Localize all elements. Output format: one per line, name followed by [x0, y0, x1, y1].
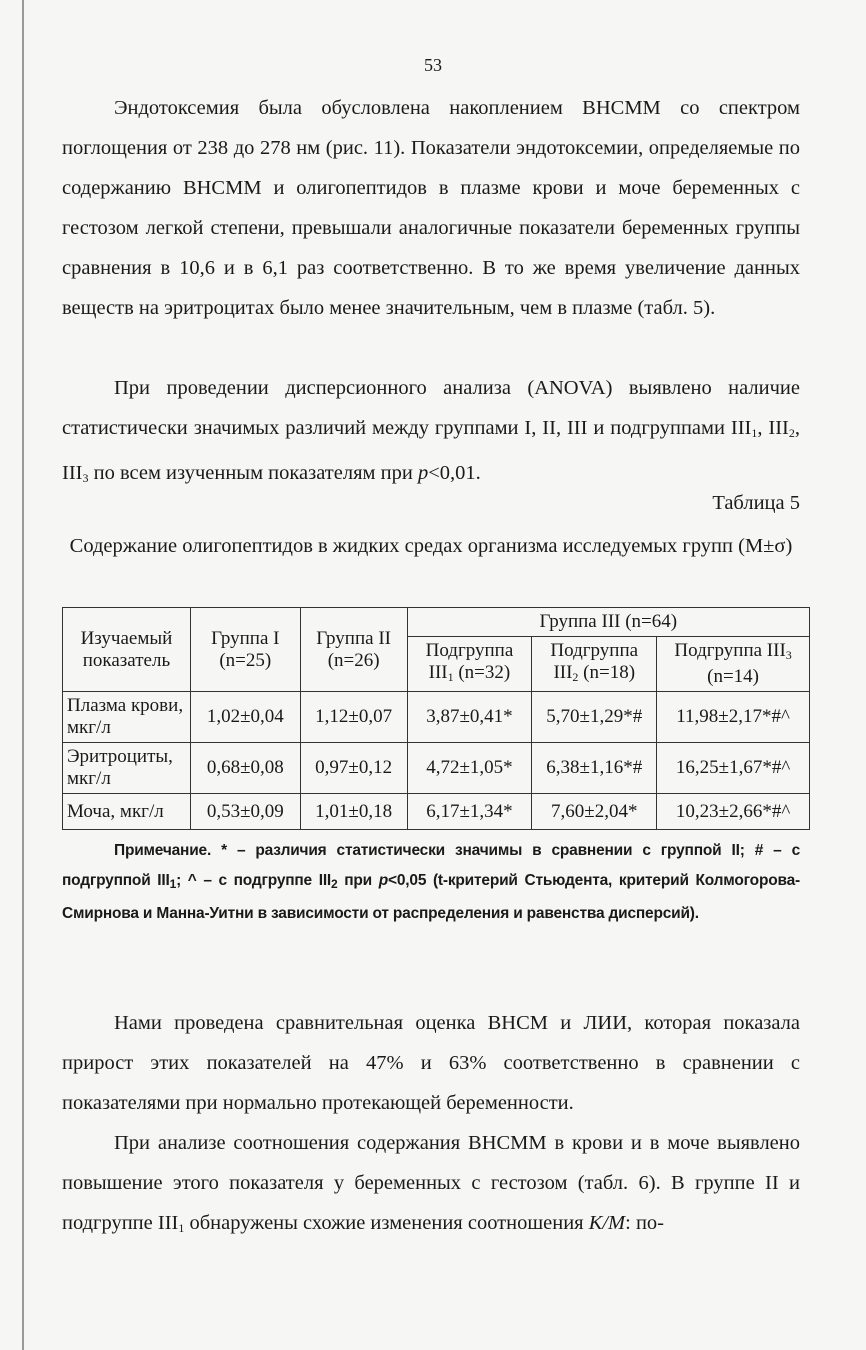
table-note: [62, 836, 800, 929]
row-label: Плазма крови, мкг/л: [63, 692, 191, 743]
subgroup1-n: (n=32): [453, 662, 511, 683]
anova-sep1: , III: [757, 417, 789, 439]
table-label: Таблица 5: [712, 492, 800, 514]
page-number: 53: [424, 55, 442, 75]
paragraph-comparison: Нами проведена сравнительная оценка ВНСМ и ЛИИ, которая показала прирост этих показателей на 47% и 63% соответственно в сравнении с показателями при нормально протекающей беременности.: [62, 1012, 800, 1114]
ratio-km-italic: К/М: [588, 1212, 626, 1234]
ratio-text-part1: При анализе соотношения содержания ВНСММ в крови и в моче выявлено повышение этого показателя у беременных с гестозом (табл. 6). В группе II и подгруппе III: [62, 1132, 800, 1234]
note-p-italic: p: [378, 872, 389, 889]
table-cell: 1,12±0,07: [300, 692, 407, 743]
anova-sep2: , III: [62, 417, 801, 484]
table-cell: 0,97±0,12: [300, 743, 407, 794]
table-cell: 11,98±2,17*#^: [657, 692, 810, 743]
header-group2: Группа II (n=26): [300, 608, 407, 692]
table-title: Содержание олигопептидов в жидких средах организма исследуемых групп (M±σ): [69, 535, 793, 557]
anova-text-part1: При проведении дисперсионного анализа (ANOVA) выявлено наличие статистически значимых различий между группами I, II, III и подгруппами III: [62, 377, 800, 439]
anova-sub1: 1: [751, 426, 758, 440]
table-row: [63, 794, 810, 830]
header-subgroup3: [657, 637, 810, 692]
anova-sub3: 3: [82, 471, 89, 485]
subgroup1-index: 1: [447, 670, 454, 684]
table-cell: 6,17±1,34*: [407, 794, 532, 830]
oligopeptide-table: [62, 607, 810, 830]
row-label: Моча, мкг/л: [63, 794, 191, 830]
note-sub2: 2: [331, 877, 338, 891]
table-cell: 16,25±1,67*#^: [657, 743, 810, 794]
paragraph-anova: [62, 368, 800, 498]
header-group1: Группа I (n=25): [190, 608, 300, 692]
subgroup2-n: (n=18): [578, 662, 636, 683]
anova-p-italic: p: [417, 462, 429, 484]
subgroup1-prefix: Подгруппа III: [425, 640, 514, 683]
header-subgroup1: [407, 637, 532, 692]
header-subgroup2: [532, 637, 657, 692]
subgroup3-n: (n=14): [707, 666, 760, 687]
table-row: [63, 743, 810, 794]
note-part2: ; ^ – с подгруппе III: [176, 872, 332, 889]
anova-sub2: 2: [788, 426, 795, 440]
row-label: Эритроциты, мкг/л: [63, 743, 191, 794]
note-part1: Примечание. * – различия статистически значимы в сравнении с группой II; # – с подгруппой III: [62, 842, 800, 889]
paragraph-endotoxemia: Эндотоксемия была обусловлена накоплением ВНСММ со спектром поглощения от 238 до 278 нм (рис. 11). Показатели эндотоксемии, определяемые по содержанию ВНСММ и олигопептидов в плазме крови и моче беременных с гестозом легкой степени, превышали аналогичные показатели беременных группы сравнения в 10,6 и в 6,1 раз соответственно. В то же время увеличение данных веществ на эритроцитах было менее значительным, чем в плазме (табл. 5).: [62, 97, 800, 319]
header-indicator: Изучаемый показатель: [63, 608, 191, 692]
table-cell: 3,87±0,41*: [407, 692, 532, 743]
subgroup2-index: 2: [572, 670, 579, 684]
table-cell: 5,70±1,29*#: [532, 692, 657, 743]
table-cell: 4,72±1,05*: [407, 743, 532, 794]
table-cell: 0,68±0,08: [190, 743, 300, 794]
note-part3: при: [337, 872, 379, 889]
note-part4: <0,05 (t-критерий Стьюдента, критерий Колмогорова-Смирнова и Манна-Уитни в зависимости от распределения и равенства дисперсий).: [62, 872, 800, 922]
table-cell: 1,02±0,04: [190, 692, 300, 743]
header-group3: Группа III (n=64): [407, 608, 809, 637]
table-cell: 10,23±2,66*#^: [657, 794, 810, 830]
subgroup3-index: 3: [785, 648, 792, 662]
table-cell: 7,60±2,04*: [532, 794, 657, 830]
subgroup2-prefix: Подгруппа III: [550, 640, 639, 683]
table-header-row: [63, 608, 810, 637]
table-cell: 1,01±0,18: [300, 794, 407, 830]
ratio-text-part2: обнаружены схожие изменения соотношения: [184, 1212, 589, 1234]
note-sub1: 1: [169, 877, 177, 891]
anova-text-part3: <0,01.: [428, 462, 481, 484]
ratio-sub1: 1: [178, 1221, 185, 1235]
anova-text-part2: по всем изученным показателям при: [88, 462, 418, 484]
table-cell: 0,53±0,09: [190, 794, 300, 830]
table-cell: 6,38±1,16*#: [532, 743, 657, 794]
page-margin-line: [22, 0, 24, 1350]
ratio-text-part3: : по-: [625, 1212, 665, 1234]
subgroup3-prefix: Подгруппа III: [674, 640, 786, 661]
table-row: [63, 692, 810, 743]
paragraph-ratio: [62, 1123, 800, 1248]
